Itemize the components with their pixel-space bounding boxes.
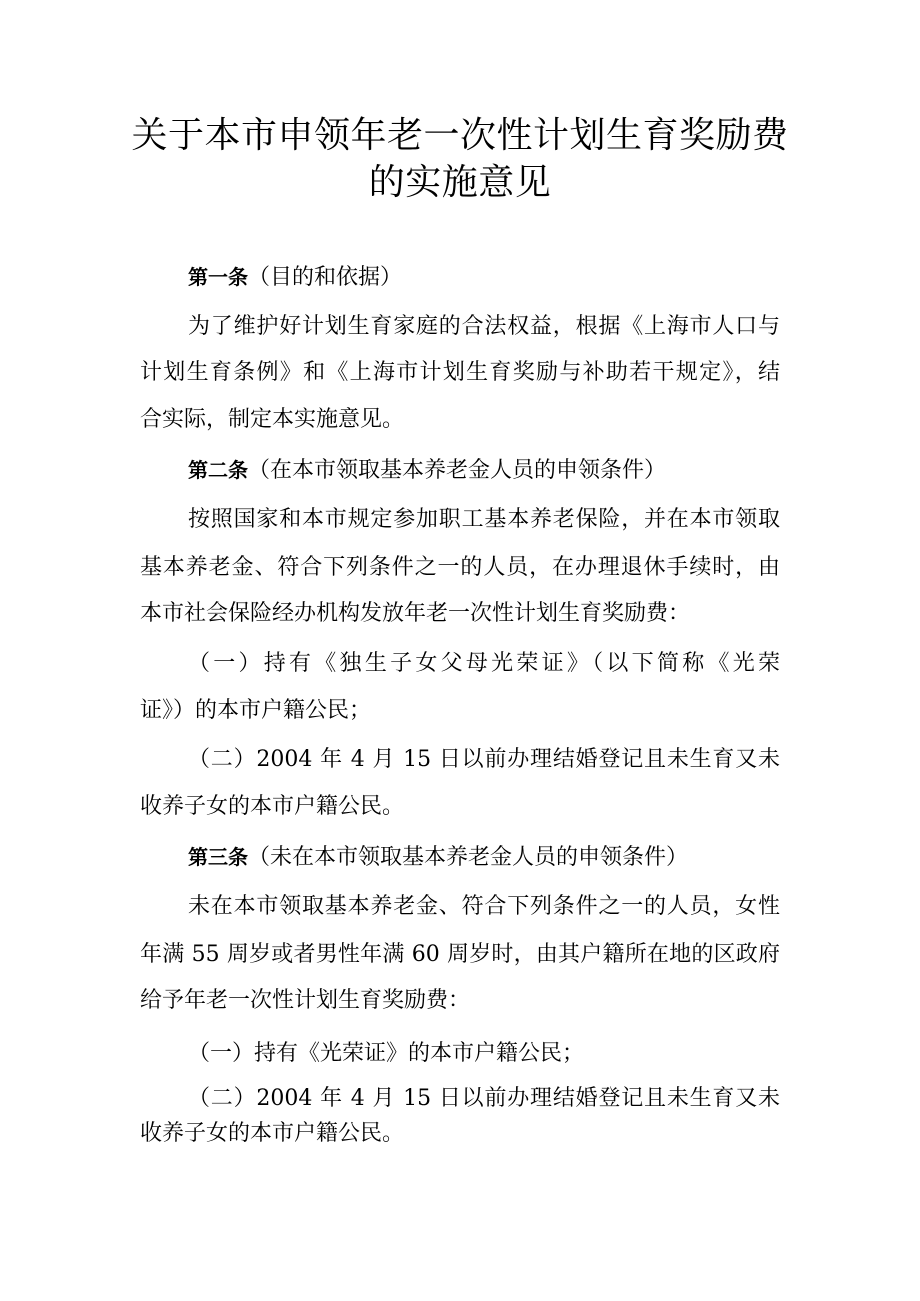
article-2-item-2-line-1: （二）2004 年 4 月 15 日以前办理结婚登记且未生育又未 <box>188 747 780 772</box>
article-1-line-2: 计划生育条例》和《上海市计划生育奖励与补助若干规定》，结 <box>140 360 780 385</box>
article-2-title: （在本市领取基本养老金人员的申领条件） <box>248 458 667 483</box>
article-2-line-1: 按照国家和本市规定参加职工基本养老保险，并在本市领取 <box>188 507 780 532</box>
article-3-label: 第三条 <box>188 845 248 869</box>
article-3-item-2-line-1: （二）2004 年 4 月 15 日以前办理结婚登记且未生育又未 <box>188 1086 780 1111</box>
article-3-heading <box>188 844 688 871</box>
article-2-label: 第二条 <box>188 458 248 482</box>
article-2-line-3: 本市社会保险经办机构发放年老一次性计划生育奖励费： <box>140 601 691 626</box>
article-1-label: 第一条 <box>188 265 248 289</box>
document-title-line-2: 的实施意见 <box>368 162 552 203</box>
article-3-line-1: 未在本市领取基本养老金、符合下列条件之一的人员，女性 <box>188 894 780 919</box>
document-title-line-1: 关于本市申领年老一次性计划生育奖励费 <box>131 115 789 156</box>
article-1-line-1: 为了维护好计划生育家庭的合法权益，根据《上海市人口与 <box>188 314 780 339</box>
article-1-heading <box>188 264 402 291</box>
article-3-title: （未在本市领取基本养老金人员的申领条件） <box>248 845 689 870</box>
article-2-item-1-line-2: 证》）的本市户籍公民； <box>140 698 372 723</box>
article-1-title: （目的和依据） <box>248 265 403 290</box>
article-3-item-1: （一）持有《光荣证》的本市户籍公民； <box>188 1041 585 1066</box>
article-2-item-1-line-1: （一）持有《独生子女父母光荣证》（以下简称《光荣 <box>188 651 780 676</box>
article-3-item-2-line-2: 收养子女的本市户籍公民。 <box>140 1121 405 1146</box>
article-3-line-2: 年满 55 周岁或者男性年满 60 周岁时，由其户籍所在地的区政府 <box>140 942 780 967</box>
article-2-heading <box>188 457 666 484</box>
article-3-line-3: 给予年老一次性计划生育奖励费： <box>140 988 471 1013</box>
article-2-item-2-line-2: 收养子女的本市户籍公民。 <box>140 794 405 819</box>
article-1-line-3: 合实际，制定本实施意见。 <box>140 407 405 432</box>
article-2-line-2: 基本养老金、符合下列条件之一的人员，在办理退休手续时，由 <box>140 555 780 580</box>
